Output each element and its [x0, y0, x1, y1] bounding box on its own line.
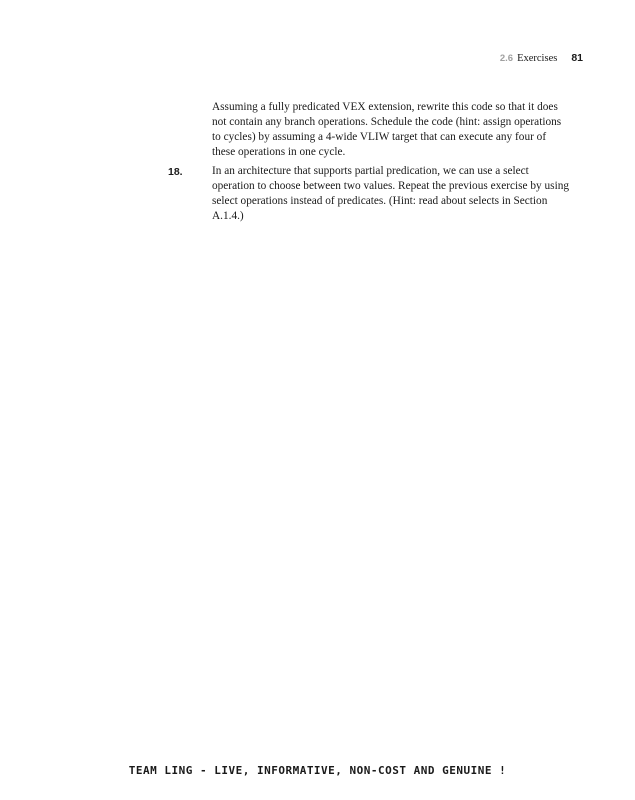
footer-watermark: TEAM LING - LIVE, INFORMATIVE, NON-COST AND GENUINE !	[128, 764, 507, 777]
section-number: 2.6	[499, 53, 514, 64]
exercise-text: In an architecture that supports partial predication, we can use a select operation to choose between two values. Repeat the previous exercise by using select operations instead of predicates. (Hint: read about selects in Section A.1.4.)	[212, 165, 569, 222]
paragraph-continuation: Assuming a fully predicated VEX extension, rewrite this code so that it does not contain any branch operations. Schedule the code (hint: assign operations to cycles) by assuming a 4-wide VLIW target that can execute any four of these operations in one cycle.	[212, 101, 562, 158]
section-title: Exercises	[517, 53, 558, 64]
page-number: 81	[571, 52, 583, 64]
exercise-number: 18.	[168, 166, 183, 178]
running-head	[500, 52, 583, 64]
